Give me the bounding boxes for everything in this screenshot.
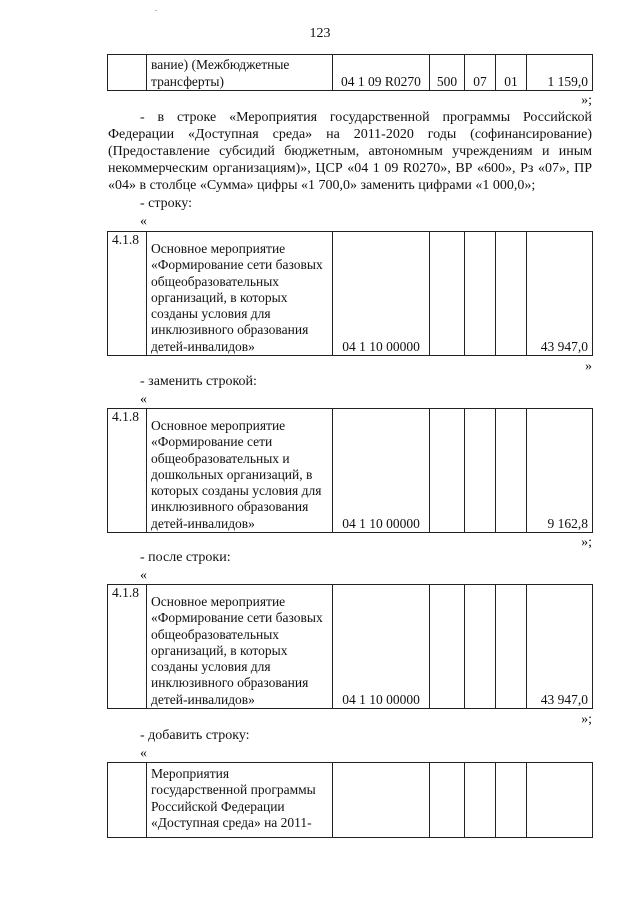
budget-table-2 <box>107 408 593 533</box>
amendment-paragraph: - в строке «Мероприятия государственной программы Российской Федерации «Доступная среда» на 2011-2020 годы (софинансирование) (Предоставление субсидий бюджетным, автономным учреждениям и иным некоммерческим организациям)», ЦСР «04 1 09 R0270», ВР «600», Рз «07», ПР «04» в столбце «Сумма» цифры «1 700,0» заменить цифрами «1 000,0»; <box>108 110 592 193</box>
label-after: - после строки: <box>140 550 231 565</box>
cell-sum <box>527 763 593 838</box>
cell-pr <box>496 763 527 838</box>
budget-table-1 <box>107 231 593 356</box>
cell-pr <box>496 585 527 709</box>
open-quote: « <box>140 568 147 583</box>
cell-pr <box>496 232 527 356</box>
cell-sum: 43 947,0 <box>527 585 593 709</box>
page-number: 123 <box>309 26 331 41</box>
closing-quote: »; <box>581 712 592 727</box>
cell-name: Основное мероприятие «Формирование сети общеобразовательных и дошкольных организаций, в которых созданы условия для инклюзивного образования детей-инвалидов» <box>147 409 333 533</box>
cell-rz <box>465 763 496 838</box>
budget-table-3 <box>107 584 593 709</box>
cell-num: 4.1.8 <box>108 409 147 533</box>
cell-vr: 500 <box>430 55 465 91</box>
table-row <box>108 55 593 91</box>
closing-quote: »; <box>581 535 592 550</box>
open-quote: « <box>140 214 147 229</box>
cell-csr: 04 1 10 00000 <box>333 409 430 533</box>
cell-name: Основное мероприятие «Формирование сети базовых общеобразовательных организаций, в которых созданы условия для инклюзивного образования детей-инвалидов» <box>147 232 333 356</box>
budget-table-top <box>107 54 593 91</box>
cell-pr <box>496 409 527 533</box>
label-add: - добавить строку: <box>140 728 250 743</box>
table-row <box>108 409 593 533</box>
cell-sum: 9 162,8 <box>527 409 593 533</box>
label-row: - строку: <box>140 196 192 211</box>
closing-quote: » <box>585 359 592 374</box>
cell-vr <box>430 585 465 709</box>
cell-num: 4.1.8 <box>108 232 147 356</box>
cell-num <box>108 55 147 91</box>
cell-num: 4.1.8 <box>108 585 147 709</box>
cell-vr <box>430 763 465 838</box>
cell-name: Основное мероприятие «Формирование сети базовых общеобразовательных организаций, в которых созданы условия для инклюзивного образования детей-инвалидов» <box>147 585 333 709</box>
cell-rz: 07 <box>465 55 496 91</box>
cell-rz <box>465 232 496 356</box>
open-quote: « <box>140 746 147 761</box>
label-replace: - заменить строкой: <box>140 374 257 389</box>
budget-table-4 <box>107 762 593 838</box>
table-row <box>108 585 593 709</box>
cell-sum: 1 159,0 <box>527 55 593 91</box>
cell-name: вание) (Межбюджетные трансферты) <box>147 55 333 91</box>
cell-vr <box>430 409 465 533</box>
speck <box>155 10 157 11</box>
cell-csr: 04 1 10 00000 <box>333 585 430 709</box>
cell-rz <box>465 409 496 533</box>
cell-csr <box>333 763 430 838</box>
cell-name: Мероприятия государственной программы Российской Федерации «Доступная среда» на 2011- <box>147 763 333 838</box>
cell-num <box>108 763 147 838</box>
cell-sum: 43 947,0 <box>527 232 593 356</box>
cell-pr: 01 <box>496 55 527 91</box>
cell-csr: 04 1 10 00000 <box>333 232 430 356</box>
closing-quote: »; <box>581 93 592 108</box>
table-row <box>108 232 593 356</box>
cell-csr: 04 1 09 R0270 <box>333 55 430 91</box>
cell-rz <box>465 585 496 709</box>
cell-vr <box>430 232 465 356</box>
open-quote: « <box>140 392 147 407</box>
table-row <box>108 763 593 838</box>
